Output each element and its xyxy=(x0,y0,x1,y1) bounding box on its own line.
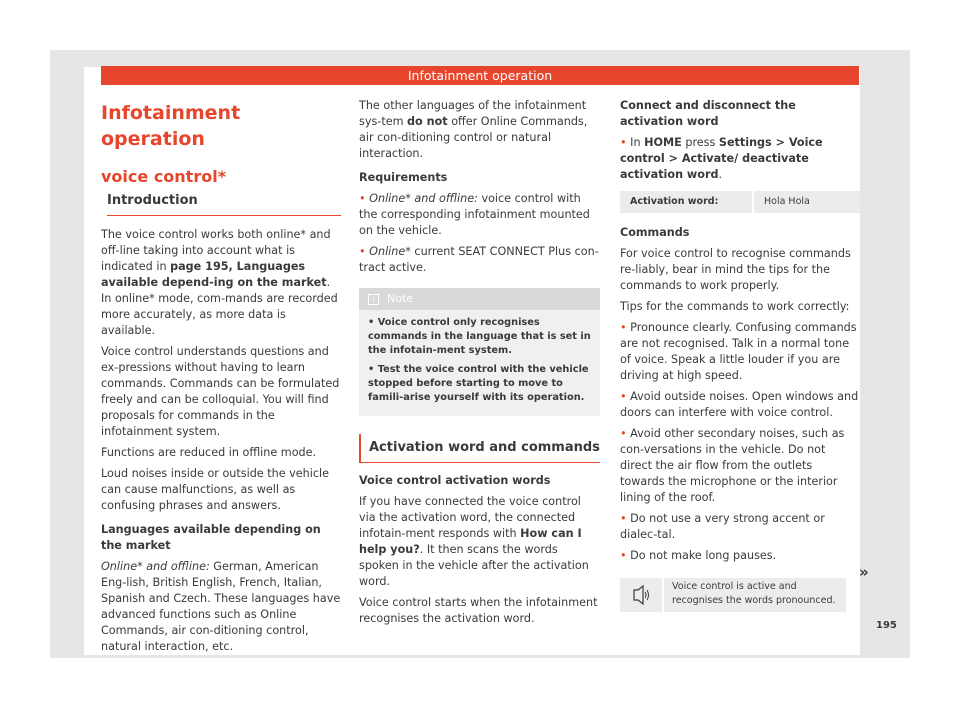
bullet-item: • Do not use a very strong accent or dialec-tal. xyxy=(620,512,825,541)
bullet-item: • Pronounce clearly. Confusing commands are not recognised. Talk in a normal tone of voice. Speak a little louder if you are driving at high speed. xyxy=(620,321,857,382)
voice-status-table xyxy=(620,578,846,612)
activation-words-heading: Voice control activation words xyxy=(359,474,551,487)
intro-paragraph: The voice control works both online* and off-line taking into account what is indicated in page 195, Languages available depend-ing on the market. In online* mode, com-mands are recorded more accurately, as more data is available. xyxy=(101,228,338,337)
table-key: Activation word: xyxy=(620,191,754,213)
activation-heading: Activation word and commands xyxy=(359,434,600,463)
paragraph: Voice control starts when the infotainment recognises the activation word. xyxy=(359,596,598,625)
bullet-item: • Online* current SEAT CONNECT Plus con-tract active. xyxy=(359,245,599,274)
bullet-item: • In HOME press Settings > Voice control > Activate/ deactivate activation word. xyxy=(620,136,823,181)
voice-speaker-icon xyxy=(620,578,664,612)
paragraph: The other languages of the infotainment sys-tem do not offer Online Commands, air con-ditioning control or natural interaction. xyxy=(359,99,588,160)
paragraph: Loud noises inside or outside the vehicle can cause malfunctions, as well as confusing phrases and answers. xyxy=(101,467,330,512)
table-value: Hola Hola xyxy=(764,196,810,207)
paragraph: Voice control understands questions and ex-pressions without having to learn commands. Commands can be formulated freely and can be colloquial. You will find proposals for commands in the infotainment system. xyxy=(101,345,340,438)
table-value: Voice control is active and recognises the words pronounced. xyxy=(672,581,836,606)
column-2 xyxy=(359,98,600,632)
info-icon: i xyxy=(368,294,379,305)
column-3 xyxy=(620,98,860,612)
note-box xyxy=(359,288,600,416)
introduction-heading: Introduction xyxy=(107,191,341,216)
paragraph: If you have connected the voice control via the activation word, the connected infotain-ment responds with How can I help you?. It then scans the words spoken in the vehicle after the activation word. xyxy=(359,495,589,588)
continue-marker: » xyxy=(859,563,869,581)
paragraph: Tips for the commands to work correctly: xyxy=(620,300,850,313)
note-item: • Test the voice control with the vehicle stopped before starting to move to famili-arise yourself with its operation. xyxy=(368,364,589,403)
bullet-item: • Avoid other secondary noises, such as con-versations in the vehicle. Do not direct the air flow from the outlets towards the microphone or the interior lining of the roof. xyxy=(620,427,845,504)
running-header: Infotainment operation xyxy=(101,66,859,85)
bullet-item: • Online* and offline: voice control with the corresponding infotainment mounted on the vehicle. xyxy=(359,192,590,237)
commands-heading: Commands xyxy=(620,226,690,239)
column-1 xyxy=(101,92,341,660)
activation-word-table xyxy=(620,191,860,213)
paragraph: For voice control to recognise commands re-liably, bear in mind the tips for the commands to work properly. xyxy=(620,247,851,292)
page-number: 195 xyxy=(876,620,897,631)
languages-paragraph: Online* and offline: German, American Eng-lish, British English, French, Italian, Spanish and Czech. These languages have advanced functions such as Online Commands, air con-ditioning control, natural interaction, etc. xyxy=(101,560,341,653)
connect-heading: Connect and disconnect the activation word xyxy=(620,99,796,128)
bullet-item: • Do not make long pauses. xyxy=(620,549,777,562)
note-item: • Voice control only recognises commands in the language that is set in the infotain-ment system. xyxy=(368,317,591,356)
section-title: Infotainment operation xyxy=(101,102,241,150)
subsection-title: voice control* xyxy=(101,167,227,186)
bullet-item: • Avoid outside noises. Open windows and doors can interfere with voice control. xyxy=(620,390,859,419)
requirements-heading: Requirements xyxy=(359,171,448,184)
page-reference-link[interactable]: page 195, Languages available depend-ing on the market xyxy=(101,260,327,289)
paragraph: Functions are reduced in offline mode. xyxy=(101,446,317,459)
note-header: i Note xyxy=(359,288,600,310)
languages-heading: Languages available depending on the market xyxy=(101,523,321,552)
